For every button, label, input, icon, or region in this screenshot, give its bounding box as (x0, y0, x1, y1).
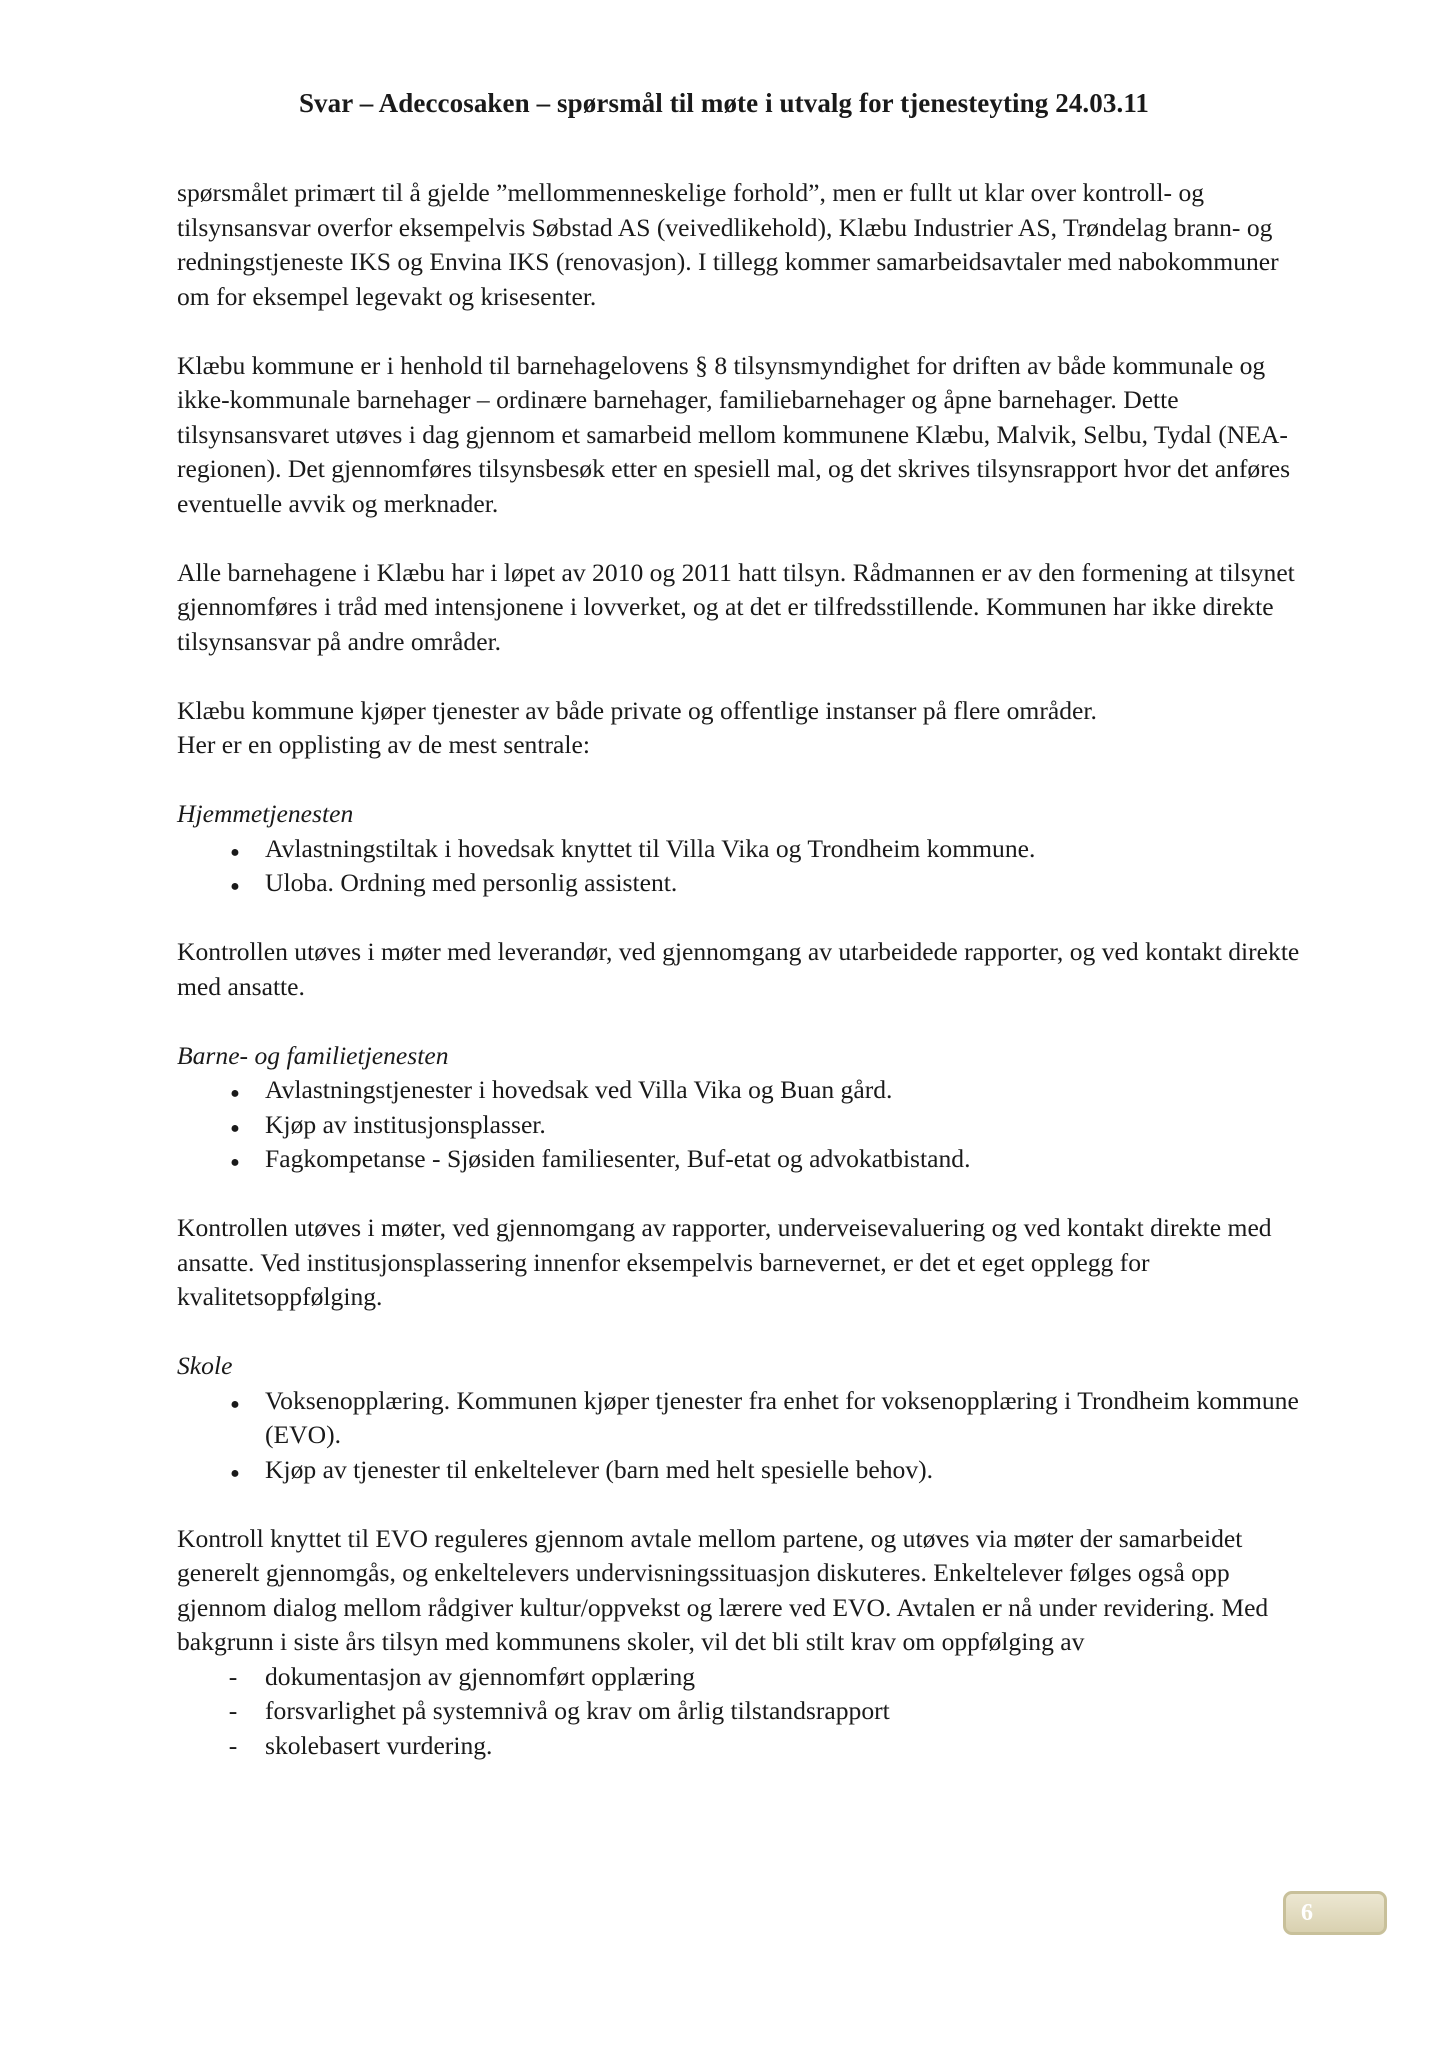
bullet-icon (223, 832, 247, 871)
bullet-icon (223, 1108, 247, 1147)
dash-icon (221, 1729, 245, 1764)
paragraph: Klæbu kommune er i henhold til barnehagelovens § 8 tilsynsmyndighet for driften av både kommunale og ikke-kommunale barnehager – ordinære barnehager, familiebarnehager og åpne barnehager. Dette tilsynsansvaret utøves i dag gjennom et samarbeid mellom kommunene Klæbu, Malvik, Selbu, Tydal (NEA-regionen). Det gjennomføres tilsynsbesøk etter en spesiell mal, og det skrives tilsynsrapport hvor det anføres eventuelle avvik og merknader. (177, 350, 1291, 518)
section-heading-skole: Skole (177, 1351, 233, 1380)
bullet-list (177, 1073, 1317, 1177)
page-number-badge: 6 (1283, 1891, 1387, 1935)
list-item: ● Voksenopplæring. Kommunen kjøper tjenester fra enhet for voksenopplæring i Trondheim kommune (EVO). (177, 1384, 1317, 1453)
bullet-icon (223, 1142, 247, 1181)
paragraph: Alle barnehagene i Klæbu har i løpet av 2010 og 2011 hatt tilsyn. Rådmannen er av den formening at tilsynet gjennomføres i tråd med intensjonene i lovverket, og at det er tilfredsstillende. Kommunen har ikke direkte tilsynsansvar på andre områder. (177, 557, 1295, 656)
bullet-icon (223, 1384, 247, 1423)
bullet-icon (223, 1073, 247, 1112)
list-item: ● Kjøp av tjenester til enkeltelever (barn med helt spesielle behov). (177, 1453, 1317, 1488)
dash-list (177, 1660, 1317, 1764)
list-item: - forsvarlighet på systemnivå og krav om årlig tilstandsrapport (177, 1694, 1317, 1729)
list-item: ● Kjøp av institusjonsplasser. (177, 1108, 1317, 1143)
paragraph: spørsmålet primært til å gjelde ”mellommenneskelige forhold”, men er fullt ut klar over kontroll- og tilsynsansvar overfor eksempelvis Søbstad AS (veivedlikehold), Klæbu Industrier AS, Trøndelag brann- og redningstjeneste IKS og Envina IKS (renovasjon). I tillegg kommer samarbeidsavtaler med nabokommuner om for eksempel legevakt og krisesenter. (177, 178, 1279, 311)
list-item: ● Avlastningstiltak i hovedsak knyttet til Villa Vika og Trondheim kommune. (177, 832, 1317, 867)
page-header-title: Svar – Adeccosaken – spørsmål til møte i utvalg for tjenesteyting 24.03.11 (298, 88, 1150, 118)
list-item: ● Avlastningstjenester i hovedsak ved Villa Vika og Buan gård. (177, 1073, 1317, 1108)
list-item: - dokumentasjon av gjennomført opplæring (177, 1660, 1317, 1695)
paragraph-line: Her er en opplisting av de mest sentrale: (177, 730, 590, 759)
bullet-icon (223, 1453, 247, 1492)
list-item: ● Fagkompetanse - Sjøsiden familiesenter, Buf-etat og advokatbistand. (177, 1142, 1317, 1177)
paragraph: Kontroll knyttet til EVO reguleres gjennom avtale mellom partene, og utøves via møter der samarbeidet generelt gjennomgås, og enkeltelevers undervisningssituasjon diskuteres. Enkeltelever følges også opp gjennom dialog mellom rådgiver kultur/oppvekst og lærere ved EVO. Avtalen er nå under revidering. Med bakgrunn i siste års tilsyn med kommunens skoler, vil det bli stilt krav om oppfølging av (177, 1523, 1269, 1656)
section-heading-barne-familietjenesten: Barne- og familietjenesten (177, 1040, 449, 1070)
section-heading-hjemmetjenesten: Hjemmetjenesten (177, 799, 354, 828)
paragraph (177, 694, 1317, 763)
dash-icon (221, 1694, 245, 1729)
bullet-list (177, 1384, 1317, 1488)
bullet-list (177, 832, 1317, 901)
paragraph: Kontrollen utøves i møter med leverandør, ved gjennomgang av utarbeidede rapporter, og ved kontakt direkte med ansatte. (177, 937, 1300, 1001)
paragraph: Kontrollen utøves i møter, ved gjennomgang av rapporter, underveisevaluering og ved kontakt direkte med ansatte. Ved institusjonsplassering innenfor eksempelvis barnevernet, er det et eget opplegg for kvalitetsoppfølging. (177, 1213, 1272, 1311)
paragraph-line: Klæbu kommune kjøper tjenester av både private og offentlige instanser på flere områder. (177, 695, 1097, 725)
document-body (177, 176, 1317, 1763)
bullet-icon (223, 866, 247, 905)
list-item: ● Uloba. Ordning med personlig assistent. (177, 866, 1317, 901)
dash-icon (221, 1660, 245, 1695)
list-item: - skolebasert vurdering. (177, 1729, 1317, 1764)
